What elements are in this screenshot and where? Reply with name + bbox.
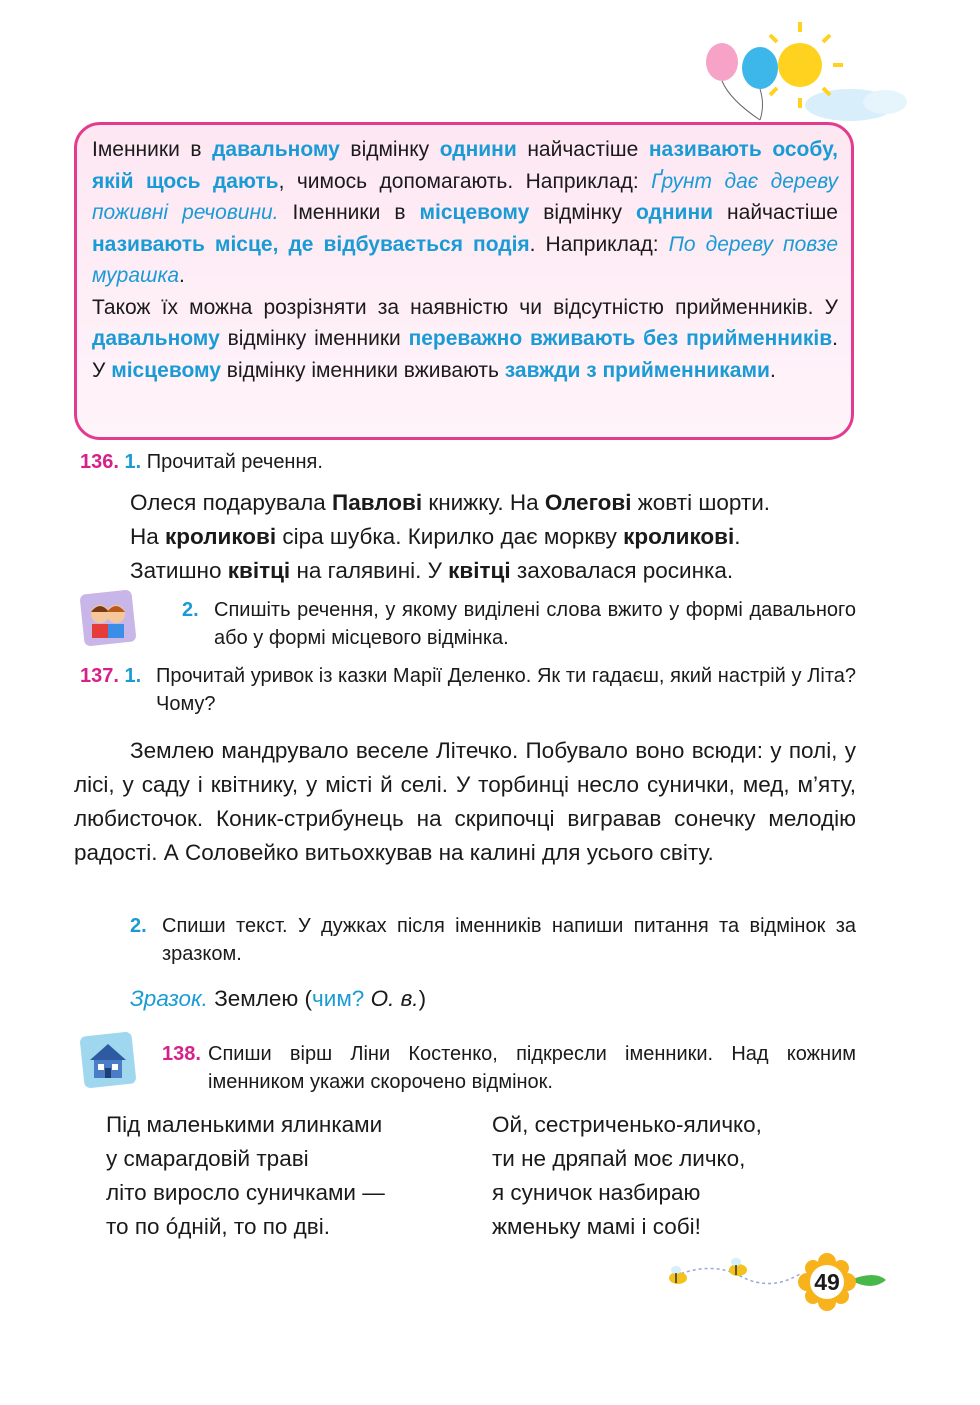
highlight: називають особу, якій щось дають [92, 138, 839, 193]
text: відмінку іменники вживають [220, 358, 505, 382]
text: . [769, 358, 776, 382]
rule-paragraph-1 [92, 134, 838, 292]
text: На [130, 524, 166, 549]
text: Землею ( [207, 986, 313, 1011]
poem-right-column [492, 1108, 852, 1244]
text: Також їх можна розрізняти за наявністю чи відсутністю прийменників. У [92, 295, 838, 319]
ex138-task [162, 1040, 856, 1096]
text: Іменники в [278, 201, 420, 224]
example: По дереву повзе мурашка [92, 232, 839, 287]
sample-label: Зразок. [130, 986, 208, 1011]
subtask-number: 1. [124, 665, 142, 687]
text: . У [92, 327, 838, 382]
text: . [734, 524, 741, 549]
task-text: Спиши текст. У дужках після іменників напиши питання та відмінок за зразком. [162, 915, 856, 965]
text: сіра шубка. Кирилко дає моркву [276, 524, 624, 549]
poem-line: у смарагдовій траві [106, 1146, 309, 1171]
text: відмінку [339, 138, 440, 161]
text: жовті шорти. [631, 490, 771, 515]
pair-work-icon [80, 590, 136, 646]
ex136-task2 [182, 596, 856, 652]
text: заховалася росинка. [510, 558, 734, 583]
text: , чимось допомагають. Наприклад: [278, 169, 652, 193]
bee-icon [729, 1258, 747, 1276]
text: на галявині. У [290, 558, 449, 583]
highlight: місцевому [419, 201, 530, 224]
text: книжку. На [422, 490, 545, 515]
text: Олеся подарувала [130, 490, 333, 515]
highlight: місцевому [111, 358, 221, 382]
bold-word: кроликові [623, 524, 735, 549]
rule-paragraph-2 [92, 292, 838, 387]
highlight: однини [439, 138, 517, 161]
ex137-text: Землею мандрувало веселе Літечко. Побувало воно всюди: у полі, у лісі, у саду і квітнику, у місті й селі. У торбинці несло сунички, мед, м’яту, любисточок. Коник-стрибунець на скрипочці вигравав сонечку мелодію радості. А Соловейко витьохкував на калині для усього світу. [74, 738, 856, 865]
page-number-decoration [650, 1250, 890, 1320]
ex137-task2 [130, 912, 856, 968]
text: найчастіше [516, 138, 649, 161]
exercise-number: 136. [80, 451, 119, 473]
poem-line: літо виросло суничками — [106, 1180, 385, 1205]
bold-word: квітці [227, 558, 291, 583]
subtask-number: 1. [124, 451, 142, 473]
task-text: Спишіть речення, у якому виділені слова вжито у формі давального або у формі місцевого відмінка. [214, 599, 856, 649]
ex136-task1 [80, 448, 860, 476]
bold-word: кроликові [165, 524, 277, 549]
task-text: Спиши вірш Ліни Костенко, підкресли іменники. Над кожним іменником укажи скорочено відмінок. [208, 1043, 856, 1093]
highlight: давальному [92, 327, 220, 350]
sentence-line [130, 486, 870, 520]
ex136-sentences [130, 486, 870, 588]
sample-case: О. в. [364, 986, 419, 1011]
exercise-number: 137. [80, 665, 119, 687]
poem-line: ти не дряпай моє личко, [492, 1146, 746, 1171]
text: найчастіше [713, 201, 838, 224]
balloons-sun-decoration [700, 20, 910, 130]
poem-left-column [106, 1108, 466, 1244]
ex137-sample [130, 982, 850, 1016]
text: . Наприклад: [529, 232, 669, 256]
subtask-number: 2. [130, 915, 147, 937]
text: ) [418, 986, 427, 1011]
bold-word: квітці [448, 558, 511, 583]
poem-line: я суничок назбираю [492, 1180, 701, 1205]
bold-word: Олегові [544, 490, 632, 515]
sentence-line [130, 520, 870, 554]
poem-line: Під маленькими ялинками [106, 1112, 383, 1137]
task-text: Прочитай речення. [146, 451, 323, 473]
highlight: переважно вживають без прийменників [408, 327, 833, 350]
highlight: називають місце, де відбувається подія [92, 232, 530, 256]
poem-line: то по óдній, то по дві. [106, 1214, 331, 1239]
highlight: однини [635, 201, 714, 224]
subtask-number: 2. [182, 599, 199, 621]
page-number: 49 [814, 1269, 840, 1295]
exercise-number: 138. [162, 1043, 201, 1065]
sample-question: чим? [312, 986, 365, 1011]
poem-line: жменьку мамі і собі! [492, 1214, 701, 1239]
text: відмінку іменники [219, 327, 409, 350]
task-text: Прочитай уривок із казки Марії Деленко. Як ти гадаєш, який настрій у Літа? Чому? [156, 665, 856, 715]
highlight: давальному [212, 138, 340, 161]
bold-word: Павлові [332, 490, 423, 515]
example: Ґрунт дає дереву поживні речовини. [92, 169, 839, 224]
text: Іменники в [92, 138, 213, 161]
poem-line: Ой, сестриченько-яличко, [492, 1112, 762, 1137]
bee-icon [669, 1266, 687, 1284]
balloon-icon [706, 43, 778, 120]
text: . [179, 264, 185, 287]
homework-house-icon [80, 1032, 136, 1088]
ex137-task1 [80, 662, 856, 718]
rule-text [92, 134, 838, 386]
sentence-line [130, 554, 870, 588]
highlight: завжди з прийменниками [504, 358, 770, 382]
text: Затишно [130, 558, 228, 583]
text: відмінку [529, 201, 636, 224]
